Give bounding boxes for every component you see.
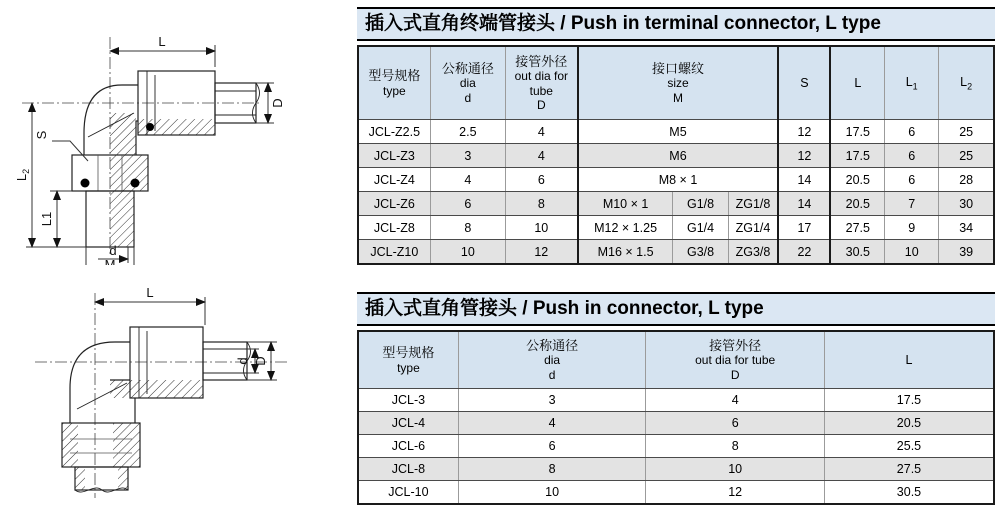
cell-L: 20.5 (824, 412, 994, 435)
cell-thread-zg: ZG1/8 (728, 192, 778, 216)
cell-L1: 7 (885, 192, 939, 216)
union-connector-section (357, 292, 995, 505)
cell-thread-m: M10 × 1 (578, 192, 673, 216)
cell-thread: M8 × 1 (578, 168, 779, 192)
union-connector-drawing (25, 283, 325, 508)
cell-S: 12 (778, 120, 830, 144)
th-type: 型号规格 type (358, 46, 430, 120)
cell-d: 8 (458, 458, 646, 481)
th-dia: 公称通径 dia d (430, 46, 505, 120)
dim-label-D: D (253, 356, 268, 366)
o-ring-dot (81, 179, 90, 188)
cell-D: 12 (505, 240, 577, 265)
cell-L1: 6 (885, 120, 939, 144)
cell-S: 14 (778, 192, 830, 216)
leader-line-S (52, 141, 88, 161)
cell-d: 6 (430, 192, 505, 216)
cell-D: 6 (646, 412, 825, 435)
cell-S: 14 (778, 168, 830, 192)
cell-d: 3 (430, 144, 505, 168)
cell-thread-m: M16 × 1.5 (578, 240, 673, 265)
cell-L1: 6 (885, 144, 939, 168)
cell-thread-g: G3/8 (673, 240, 728, 265)
th-out-dia: 接管外径 out dia for tube D (505, 46, 577, 120)
table-row (358, 144, 994, 168)
cell-D: 4 (505, 144, 577, 168)
cell-S: 17 (778, 216, 830, 240)
table2-title: 插入式直角管接头 / Push in connector, L type (357, 292, 995, 326)
cell-L: 20.5 (830, 168, 884, 192)
cell-L1: 9 (885, 216, 939, 240)
cell-thread-g: G1/4 (673, 216, 728, 240)
cell-type: JCL-8 (358, 458, 458, 481)
cell-D: 10 (505, 216, 577, 240)
table-row (358, 240, 994, 265)
cell-type: JCL-Z2.5 (358, 120, 430, 144)
cell-d: 10 (458, 481, 646, 505)
cell-D: 8 (646, 435, 825, 458)
table1-title: 插入式直角终端管接头 / Push in terminal connector, L type (357, 7, 995, 41)
cell-L: 27.5 (824, 458, 994, 481)
cell-type: JCL-10 (358, 481, 458, 505)
cell-L: 30.5 (830, 240, 884, 265)
cell-L2: 25 (939, 144, 994, 168)
cell-L: 27.5 (830, 216, 884, 240)
cell-thread-g: G1/8 (673, 192, 728, 216)
terminal-connector-section (357, 7, 995, 265)
cell-L: 17.5 (830, 120, 884, 144)
section-hatch-areas (62, 380, 203, 490)
dim-label-L: L (158, 34, 166, 49)
th-L1: $L_1$ (885, 46, 939, 120)
cell-L1: 10 (885, 240, 939, 265)
table2 (357, 330, 995, 505)
cell-L2: 39 (939, 240, 994, 265)
table1 (357, 45, 995, 265)
cell-S: 22 (778, 240, 830, 265)
table2-header-row (358, 331, 994, 389)
dim-label-D: D (270, 98, 285, 108)
cell-L2: 34 (939, 216, 994, 240)
o-ring-dot (146, 123, 154, 131)
cell-d: 2.5 (430, 120, 505, 144)
ext-lines-left (26, 191, 86, 247)
dim-label-S: S (34, 130, 49, 140)
th-L: L (824, 331, 994, 389)
cell-d: 10 (430, 240, 505, 265)
dim-label-d: d (109, 243, 117, 258)
th-type: 型号规格 type (358, 331, 458, 389)
cell-L: 30.5 (824, 481, 994, 505)
cell-L2: 25 (939, 120, 994, 144)
th-out-dia: 接管外径 out dia for tube D (646, 331, 825, 389)
cell-thread: M5 (578, 120, 779, 144)
cell-thread: M6 (578, 144, 779, 168)
cell-D: 8 (505, 192, 577, 216)
dim-label-L2: $L_2$ (14, 168, 31, 182)
cell-type: JCL-3 (358, 389, 458, 412)
dim-label-d: d (235, 357, 250, 365)
cell-L2: 28 (939, 168, 994, 192)
o-ring-dot (131, 179, 140, 188)
table-row (358, 481, 994, 505)
cell-type: JCL-Z10 (358, 240, 430, 265)
th-L: L (830, 46, 884, 120)
cell-S: 12 (778, 144, 830, 168)
terminal-connector-svg (10, 15, 340, 265)
table-row (358, 389, 994, 412)
terminal-connector-drawing (10, 15, 340, 265)
table-row (358, 216, 994, 240)
cell-type: JCL-4 (358, 412, 458, 435)
cell-d: 3 (458, 389, 646, 412)
cell-L: 20.5 (830, 192, 884, 216)
cell-type: JCL-Z4 (358, 168, 430, 192)
cell-L2: 30 (939, 192, 994, 216)
table-row (358, 435, 994, 458)
cell-L: 17.5 (824, 389, 994, 412)
table-row (358, 192, 994, 216)
cell-type: JCL-Z6 (358, 192, 430, 216)
cell-thread-m: M12 × 1.25 (578, 216, 673, 240)
cell-type: JCL-6 (358, 435, 458, 458)
cell-d: 4 (458, 412, 646, 435)
table-row (358, 412, 994, 435)
cell-L: 25.5 (824, 435, 994, 458)
cell-D: 12 (646, 481, 825, 505)
table-row (358, 458, 994, 481)
table-row (358, 120, 994, 144)
dim-label-L: L (146, 285, 154, 300)
cell-d: 8 (430, 216, 505, 240)
th-dia: 公称通径 dia d (458, 331, 646, 389)
cell-type: JCL-Z8 (358, 216, 430, 240)
dim-label-M: M (104, 257, 116, 265)
cell-L1: 6 (885, 168, 939, 192)
cell-D: 6 (505, 168, 577, 192)
th-S: S (778, 46, 830, 120)
cell-L: 17.5 (830, 144, 884, 168)
cell-D: 4 (646, 389, 825, 412)
table1-header-row (358, 46, 994, 120)
cell-D: 10 (646, 458, 825, 481)
cell-thread-zg: ZG1/4 (728, 216, 778, 240)
cell-d: 6 (458, 435, 646, 458)
th-L2: $L_2$ (939, 46, 994, 120)
cell-D: 4 (505, 120, 577, 144)
cell-type: JCL-Z3 (358, 144, 430, 168)
th-thread: 接口螺纹 size M (578, 46, 779, 120)
cell-d: 4 (430, 168, 505, 192)
union-connector-svg (25, 283, 325, 508)
dim-label-L1: L1 (39, 211, 54, 227)
cell-thread-zg: ZG3/8 (728, 240, 778, 265)
table-row (358, 168, 994, 192)
